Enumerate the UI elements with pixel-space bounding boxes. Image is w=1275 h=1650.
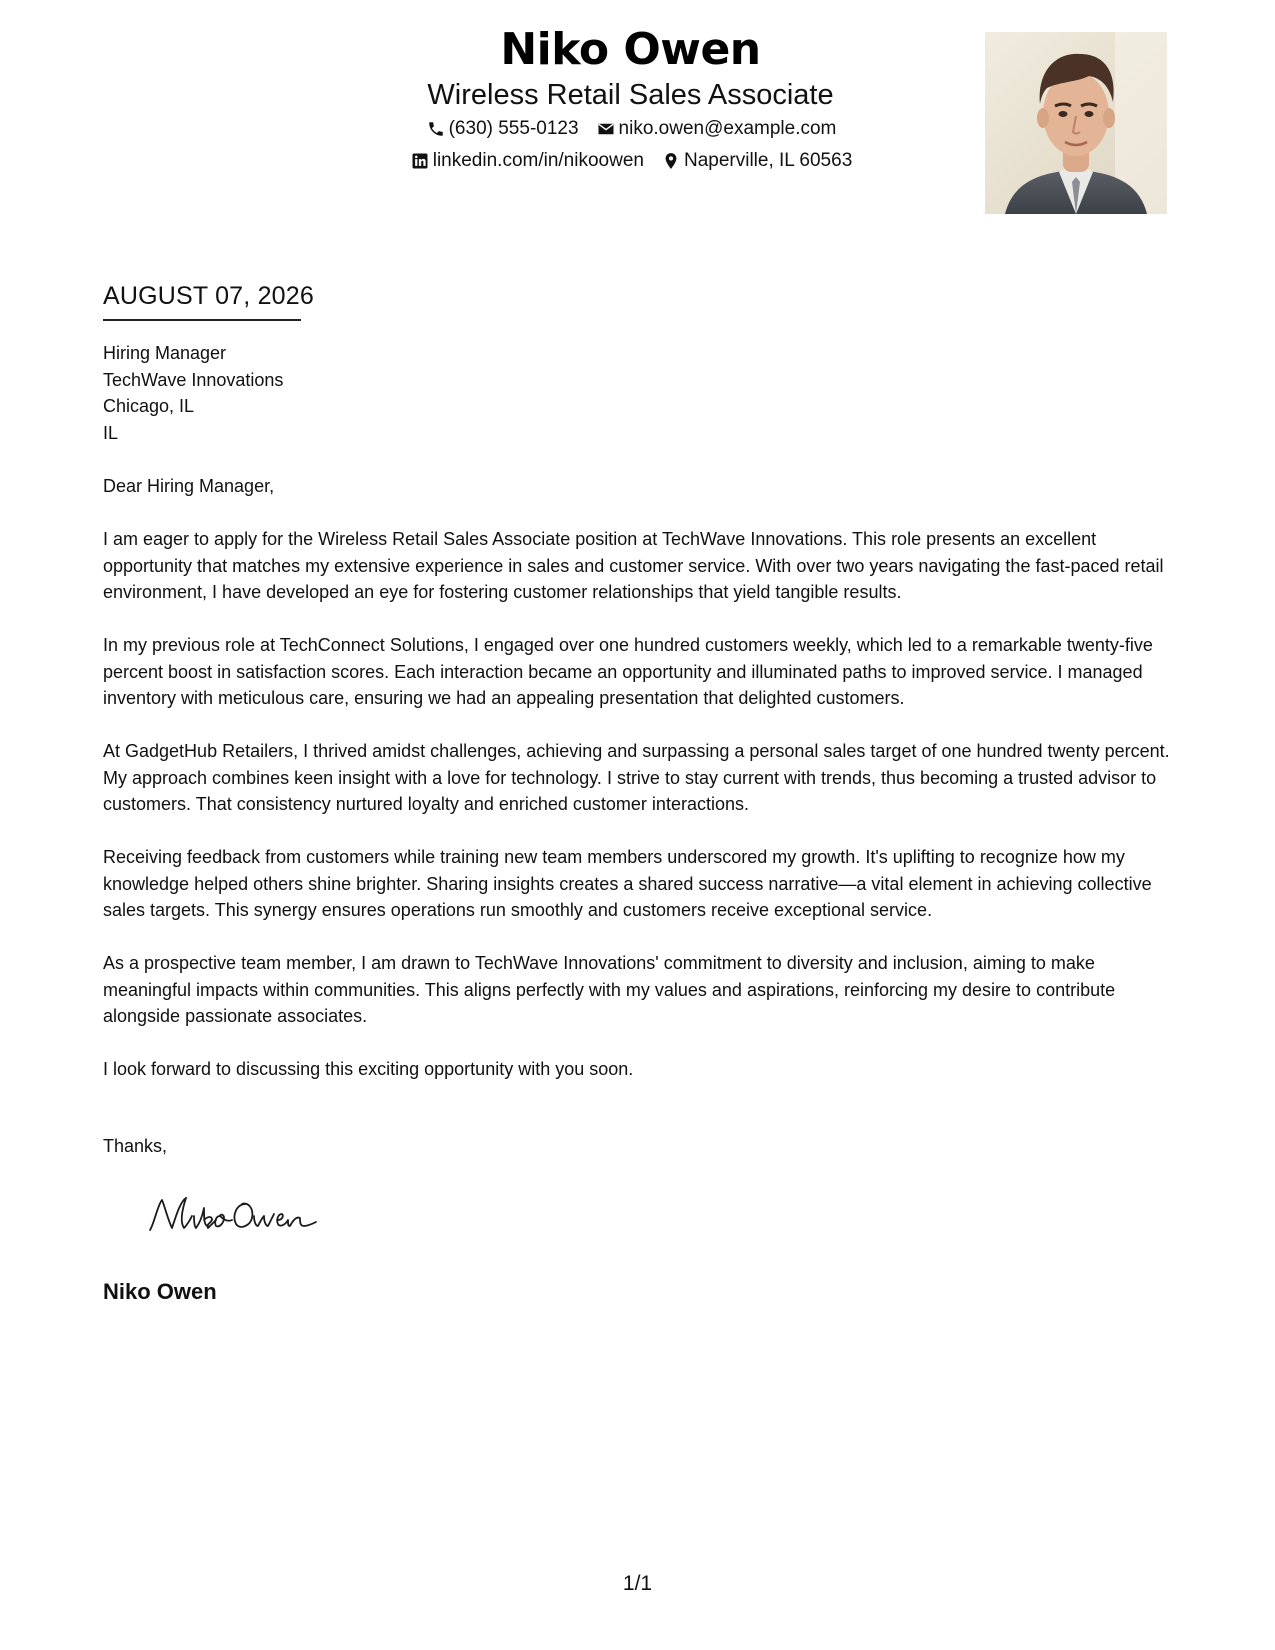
phone-text: (630) 555-0123 (448, 118, 579, 139)
recipient-company: TechWave Innovations (103, 369, 284, 390)
body-paragraph: As a prospective team member, I am drawn to TechWave Innovations' commitment to diversity and inclusion, aiming to make meaningful impacts within communities. This aligns perfectly with my values and aspirations, reinforcing my desire to contribute alongside passionate associates. (103, 953, 1116, 1026)
recipient-name: Hiring Manager (103, 343, 227, 363)
date-underline (103, 319, 301, 321)
recipient-state: IL (103, 422, 119, 443)
body-paragraph: I am eager to apply for the Wireless Retail Sales Associate position at TechWave Innovations. This role presents an excellent opportunity that matches my extensive experience in sales and customer service. With over two years navigating the fast-paced retail environment, I have developed an eye for fostering customer relationships that yield tangible results. (103, 529, 1164, 602)
recipient-city: Chicago, IL (103, 396, 195, 416)
body-paragraph: I look forward to discussing this exciting opportunity with you soon. (103, 1059, 634, 1079)
email-icon (597, 120, 615, 138)
applicant-name: Niko Owen (500, 24, 761, 75)
letter-date: AUGUST 07, 2026 (103, 282, 314, 310)
location-text: Naperville, IL 60563 (683, 150, 853, 171)
letter-body (103, 473, 1178, 1109)
linkedin-icon (411, 152, 429, 170)
profile-photo (985, 32, 1167, 214)
recipient-block (103, 340, 283, 446)
email-text: niko.owen@example.com (618, 118, 837, 139)
linkedin-contact[interactable] (411, 148, 644, 174)
body-paragraph: Receiving feedback from customers while training new team members underscored my growth. It's uplifting to recognize how my knowledge helped others shine brighter. Sharing insights creates a shared success narrative—a vital element in achieving collective sales targets. This synergy ensures operations run smoothly and customers receive exceptional service. (103, 847, 1152, 920)
salutation: Dear Hiring Manager, (103, 476, 275, 496)
page-number: 1/1 (622, 1572, 653, 1595)
phone-icon (427, 120, 445, 138)
body-paragraph: At GadgetHub Retailers, I thrived amidst challenges, achieving and surpassing a personal sales target of one hundred twenty percent. My approach combines keen insight with a love for technology. I strive to stay current with trends, thus becoming a trusted advisor to customers. That consistency nurtured loyalty and enriched customer interactions. (103, 741, 1170, 814)
handwritten-signature (146, 1190, 326, 1240)
closing-line: Thanks, (103, 1136, 168, 1156)
phone-contact[interactable] (427, 116, 579, 142)
linkedin-text: linkedin.com/in/nikoowen (432, 150, 644, 171)
signer-name: Niko Owen (103, 1279, 217, 1304)
email-contact[interactable] (597, 116, 837, 142)
applicant-job-title: Wireless Retail Sales Associate (427, 79, 834, 111)
location-contact (662, 148, 852, 174)
location-icon (662, 152, 680, 170)
body-paragraph: In my previous role at TechConnect Solutions, I engaged over one hundred customers weekly, which led to a remarkable twenty-five percent boost in satisfaction scores. Each interaction became an opportunity and illuminated paths to improved service. I managed inventory with meticulous care, ensuring we had an appealing presentation that delighted customers. (103, 635, 1153, 708)
